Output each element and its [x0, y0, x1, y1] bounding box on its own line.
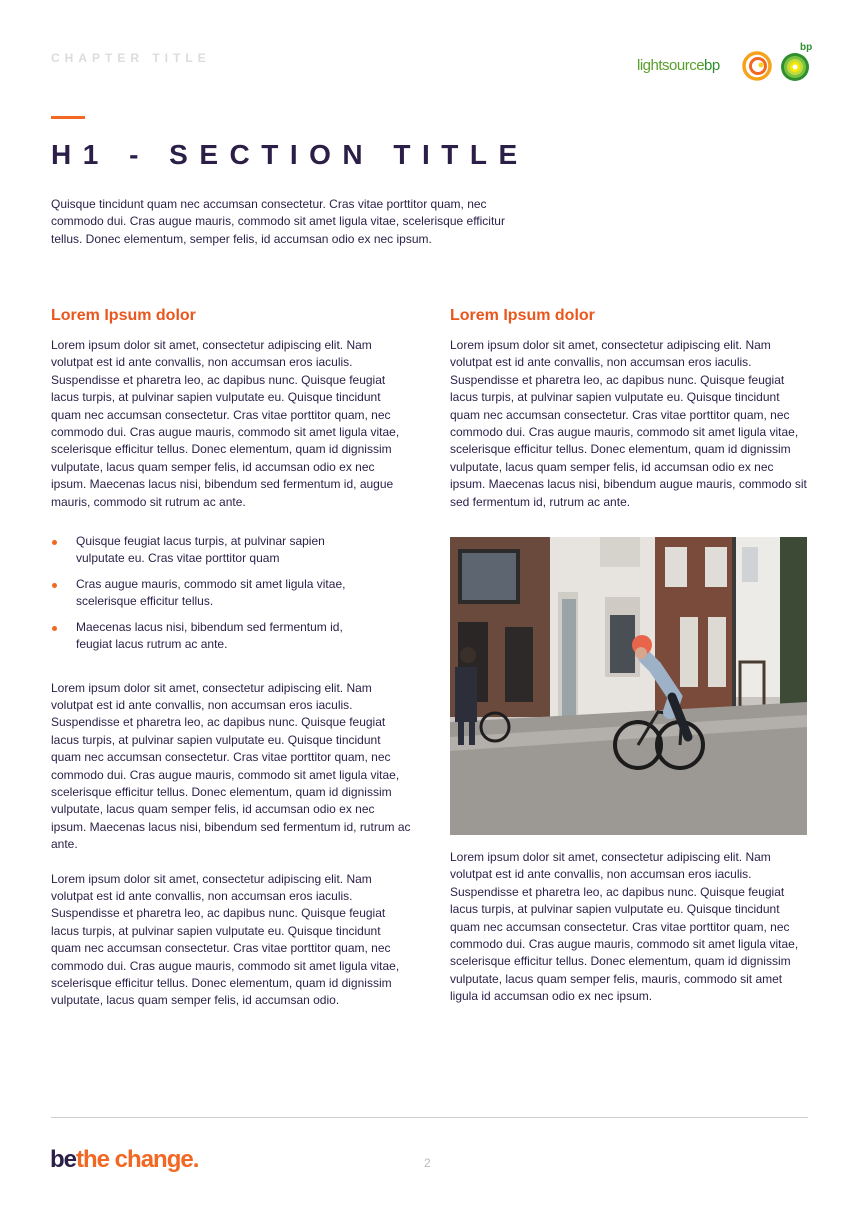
intro-paragraph: Quisque tincidunt quam nec accumsan consectetur. Cras vitae porttitor quam, nec commodo dui. Cras augue mauris, commodo sit amet ligula vitae, scelerisque efficitur tellus. Donec elementum, semper felis, id accumsan odio ex nec ipsum.: [51, 197, 505, 246]
logo-text-bp: bp: [704, 57, 720, 74]
lightsource-bp-logo-icon: [740, 40, 816, 85]
list-item: [51, 619, 366, 654]
right-column-heading: Lorem Ipsum dolor: [450, 307, 595, 324]
tagline-rest: the change.: [76, 1146, 199, 1173]
footer-tagline: [50, 1146, 198, 1174]
logo-wordmark: [637, 57, 720, 74]
left-paragraph-2: Lorem ipsum dolor sit amet, consectetur adipiscing elit. Nam volutpat est id ante convallis, non accumsan eros iaculis. Suspendisse et pharetra leo, ac dapibus nunc. Quisque feugiat lacus turpis, at pulvinar sapien vulputate eu. Quisque tincidunt quam nec accumsan consectetur. Cras vitae porttitor quam, nec commodo dui. Cras augue mauris, commodo sit amet ligula vitae, scelerisque efficitur tellus. Donec elementum, quam id dignissim vulputate, lacus quam semper felis, id accumsan odio ex nec ipsum. Maecenas lacus nisi, bibendum sed fermentum id, rutrum ac ante.: [51, 680, 411, 852]
bullet-text: Quisque feugiat lacus turpis, at pulvinar sapien vulputate eu. Cras vitae porttitor quam: [76, 534, 325, 566]
left-column-heading: Lorem Ipsum dolor: [51, 307, 196, 324]
left-paragraph-1: Lorem ipsum dolor sit amet, consectetur adipiscing elit. Nam volutpat est id ante convallis, non accumsan eros iaculis. Suspendisse et pharetra leo, ac dapibus nunc. Quisque feugiat lacus turpis, at pulvinar sapien vulputate eu. Quisque tincidunt quam nec accumsan consectetur. Cras vitae porttitor quam, nec commodo dui. Cras augue mauris, commodo sit amet ligula vitae, scelerisque efficitur tellus. Donec elementum, quam id dignissim vulputate, lacus quam semper felis, id accumsan odio ex nec ipsum. Maecenas lacus nisi, bibendum sed fermentum id, augue mauris, commodo sit rutrum ac ante.: [51, 338, 400, 509]
bullet-dot-icon: [52, 626, 57, 631]
right-paragraph-1: Lorem ipsum dolor sit amet, consectetur adipiscing elit. Nam volutpat est id ante convallis, non accumsan eros iaculis. Suspendisse et pharetra leo, ac dapibus nunc. Quisque feugiat lacus turpis, at pulvinar sapien vulputate eu. Quisque tincidunt quam nec accumsan consectetur. Cras vitae porttitor quam, nec commodo dui. Cras augue mauris, commodo sit amet ligula vitae, scelerisque efficitur tellus. Donec elementum, quam id dignissim vulputate, lacus quam semper felis, id accumsan odio ex nec ipsum. Maecenas lacus nisi, bibendum augue mauris, commodo sit sed fermentum id, rutrum ac ante.: [450, 338, 807, 509]
bullet-dot-icon: [52, 540, 57, 545]
cyclist-street-photo: [450, 537, 807, 835]
list-item: [51, 533, 366, 568]
logo-text-light: lightsource: [637, 57, 705, 74]
bullet-dot-icon: [52, 583, 57, 588]
chapter-title: CHAPTER TITLE: [51, 51, 211, 65]
bullet-list: [51, 533, 411, 653]
footer-divider: [51, 1117, 808, 1118]
bullet-text: Cras augue mauris, commodo sit amet ligula vitae, scelerisque efficitur tellus.: [76, 576, 346, 609]
page-number: 2: [424, 1156, 431, 1170]
right-column: [450, 306, 810, 511]
right-paragraph-2: Lorem ipsum dolor sit amet, consectetur adipiscing elit. Nam volutpat est id ante convallis, non accumsan eros iaculis. Suspendisse et pharetra leo, ac dapibus nunc. Quisque feugiat lacus turpis, at pulvinar sapien vulputate eu. Quisque tincidunt quam nec accumsan consectetur. Cras vitae porttitor quam, nec commodo dui. Cras augue mauris, commodo sit amet ligula vitae, scelerisque efficitur tellus. Donec elementum, quam id dignissim vulputate, lacus quam semper felis, mauris, commodo sit amet ligula id accumsan odio ex nec ipsum.: [450, 850, 799, 1004]
photo-illustration: [450, 537, 807, 835]
company-logo: [636, 40, 816, 85]
tagline-be: be: [50, 1146, 77, 1173]
section-title: H1 - SECTION TITLE: [51, 139, 529, 170]
section-accent-line: [51, 116, 85, 119]
left-paragraph-3: Lorem ipsum dolor sit amet, consectetur adipiscing elit. Nam volutpat est id ante convallis, non accumsan eros iaculis. Suspendisse et pharetra leo, ac dapibus nunc. Quisque feugiat lacus turpis, at pulvinar sapien vulputate eu. Quisque tincidunt quam nec accumsan consectetur. Cras vitae porttitor quam, nec commodo dui. Cras augue mauris, commodo sit amet ligula vitae, scelerisque efficitur tellus. Donec elementum, quam id dignissim vulputate, lacus quam semper felis, id accumsan odio.: [51, 871, 400, 1008]
bullet-text: Maecenas lacus nisi, bibendum sed fermentum id, feugiat lacus rutrum ac ante.: [76, 619, 343, 652]
left-column: [51, 306, 411, 1010]
logo-badge-text: bp: [800, 42, 813, 53]
list-item: [51, 576, 366, 611]
